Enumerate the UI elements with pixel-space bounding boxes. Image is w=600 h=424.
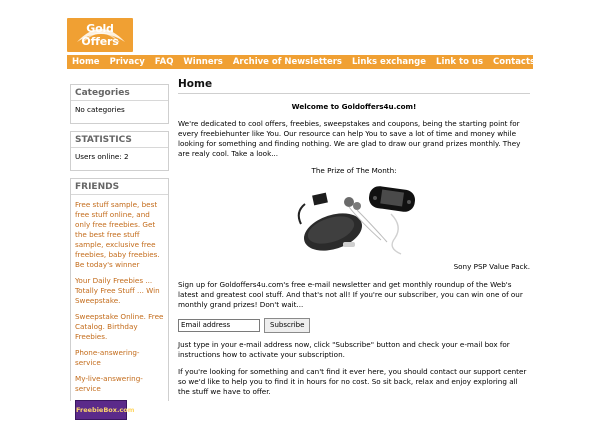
friend-link[interactable]: Phone-answering-service — [75, 348, 140, 367]
users-online: Users online: 2 — [75, 152, 129, 161]
statistics-box — [70, 131, 169, 171]
friend-link[interactable]: Your Daily Freebies ... Totally Free Stuff ... Win Sweepstake. — [75, 276, 160, 305]
friend-link[interactable]: Free stuff sample, best free stuff online, and only free freebies. Get the best free stuff sample, exclusive free freebies, baby freebies. Be today's winner — [75, 200, 160, 269]
main-content — [178, 78, 530, 397]
friends-title: FRIENDS — [75, 182, 120, 192]
psp-prize-image[interactable] — [291, 182, 418, 260]
nav-winners[interactable]: Winners — [183, 57, 223, 67]
nav-contacts[interactable]: Contacts — [493, 57, 536, 67]
nav-links-exchange[interactable]: Links exchange — [352, 57, 427, 67]
signup-text: Sign up for Goldoffers4u.com's free e-mail newsletter and get monthly roundup of the Web's latest and greatest cool stuff. And that's not all! If you're our subscriber, you can win one of our monthly grand prizes! Don't wait... — [178, 280, 523, 309]
categories-body: No categories — [75, 105, 125, 114]
email-input[interactable]: Email address — [178, 319, 260, 332]
subscribe-button[interactable]: Subscribe — [264, 318, 310, 333]
logo-text: Gold Offers — [81, 22, 119, 48]
psp-value-pack-icon — [291, 182, 418, 260]
nav-link-to-us[interactable]: Link to us — [436, 57, 483, 67]
freebiebox-badge[interactable]: FreebieBox.com — [75, 400, 127, 420]
page-title: Home — [178, 78, 213, 90]
nav-faq[interactable]: FAQ — [154, 57, 174, 67]
categories-title: Categories — [75, 88, 130, 98]
categories-box — [70, 84, 169, 124]
prize-caption: Sony PSP Value Pack. — [453, 262, 530, 271]
nav-privacy[interactable]: Privacy — [109, 57, 145, 67]
intro-text: We're dedicated to cool offers, freebies, sweepstakes and coupons, being the starting point for every freebiehunter like You. Our resource can help You to save a lot of time and money while looking for something and finding nothing. We are glad to draw our grand prizes monthly. They are realy cool. Take a look... — [178, 119, 521, 158]
top-nav — [67, 55, 536, 69]
support-text: If you're looking for something and can't find it ever here, you should contact our support center so we'd like to help you to find it in hours for no cost. So sit back, relax and enjoy exploring all the stuff we have to offer. — [178, 367, 527, 396]
friend-link[interactable]: My-live-answering-service — [75, 374, 143, 393]
friend-link[interactable]: Sweepstake Online. Free Catalog. Birthday Freebies. — [75, 312, 164, 341]
instructions-text: Just type in your e-mail address now, click "Subscribe" button and check your e-mail box for instructions how to activate your subscription. — [178, 340, 510, 359]
statistics-title: STATISTICS — [75, 135, 132, 145]
friends-list — [71, 195, 168, 424]
nav-home[interactable]: Home — [72, 57, 100, 67]
subscribe-form — [178, 318, 530, 333]
prize-heading: The Prize of The Month: — [311, 166, 397, 175]
title-divider — [178, 93, 530, 94]
welcome-heading: Welcome to Goldoffers4u.com! — [291, 102, 417, 111]
site-logo[interactable] — [67, 18, 133, 52]
nav-archive-newsletters[interactable]: Archive of Newsletters — [232, 57, 342, 67]
friends-box — [70, 178, 169, 414]
